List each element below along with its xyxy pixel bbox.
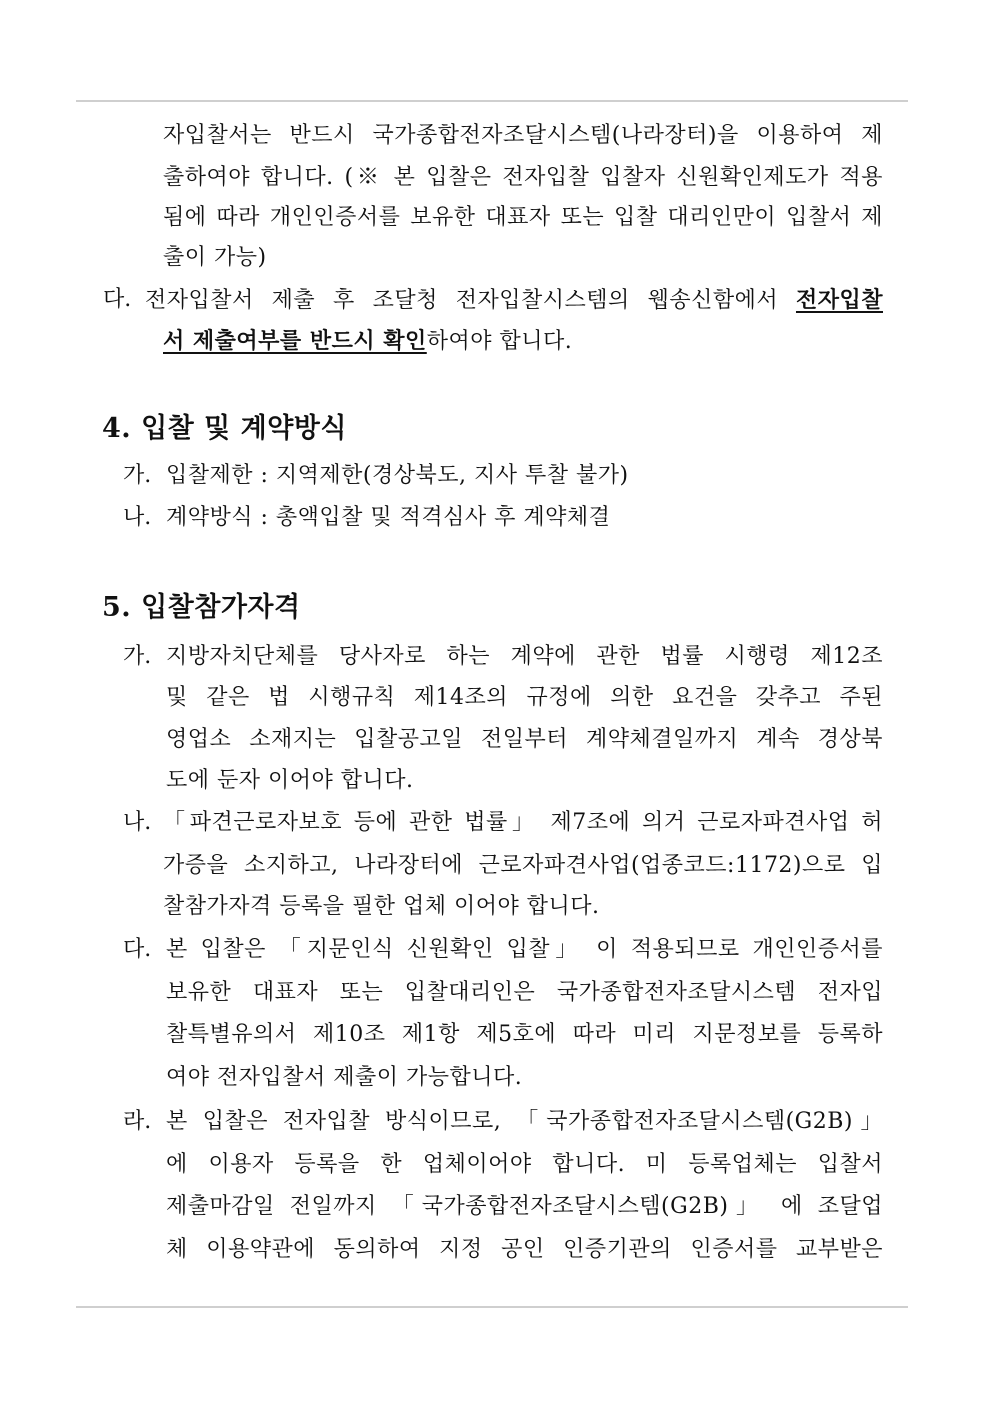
section-5-da-marker: 다. [123, 937, 152, 962]
section-5-da-line-4: 여야 전자입찰서 제출이 가능합니다. [166, 1065, 523, 1090]
continuation-line-2: 출하여야 합니다. (※ 본 입찰은 전자입찰 입찰자 신원확인제도가 적용 [163, 165, 883, 190]
item-da-text-2: 하여야 합니다. [426, 329, 573, 354]
section-5-ga-line-3: 영업소 소재지는 입찰공고일 전일부터 계약체결일까지 계속 경상북 [166, 727, 883, 752]
section-4-item-2-marker: 나. [123, 505, 152, 530]
section-5-ga-line-4: 도에 둔자 이어야 합니다. [166, 768, 414, 793]
section-5-ga-line-1: 지방자치단체를 당사자로 하는 계약에 관한 법률 시행령 제12조 [166, 644, 883, 669]
section-4-item-1-text: 입찰제한 : 지역제한(경상북도, 지사 투찰 불가) [166, 463, 629, 488]
continuation-line-1: 자입찰서는 반드시 국가종합전자조달시스템(나라장터)을 이용하여 제 [163, 123, 883, 148]
item-da-emphasis-1: 전자입찰 [795, 287, 883, 313]
section-5-ra-line-1: 본 입찰은 전자입찰 방식이므로, 「국가종합전자조달시스템(G2B)」 [166, 1109, 883, 1134]
section-5-na-line-1: 「파견근로자보호 등에 관한 법률」 제7조에 의거 근로자파견사업 허 [163, 810, 883, 835]
section-5-ra-line-2: 에 이용자 등록을 한 업체이어야 합니다. 미 등록업체는 입찰서 [166, 1152, 883, 1177]
section-5-ra-line-4: 체 이용약관에 동의하여 지정 공인 인증기관의 인증서를 교부받은 [166, 1237, 883, 1262]
item-da-text: 전자입찰서 제출 후 조달청 전자입찰시스템의 웹송신함에서 [145, 288, 779, 313]
item-da-line-1 [145, 285, 883, 315]
section-5-da-line-2: 보유한 대표자 또는 입찰대리인은 국가종합전자조달시스템 전자입 [166, 980, 883, 1005]
section-5-da-line-3: 찰특별유의서 제10조 제1항 제5호에 따라 미리 지문정보를 등록하 [166, 1022, 883, 1047]
section-5-na-line-2: 가증을 소지하고, 나라장터에 근로자파견사업(업종코드:1172)으로 입 [163, 853, 883, 878]
section-4-heading: 4. 입찰 및 계약방식 [102, 413, 347, 444]
section-4-item-1-marker: 가. [123, 463, 152, 488]
item-da-marker: 다. [103, 287, 132, 312]
section-5-na-line-3: 찰참가자격 등록을 필한 업체 이어야 합니다. [163, 894, 600, 919]
section-5-heading: 5. 입찰참가자격 [102, 592, 301, 623]
page-top-rule [76, 100, 908, 102]
continuation-line-3: 됨에 따라 개인인증서를 보유한 대표자 또는 입찰 대리인만이 입찰서 제 [163, 205, 883, 230]
continuation-line-4: 출이 가능) [163, 245, 267, 270]
section-5-ga-marker: 가. [123, 644, 152, 669]
section-5-na-marker: 나. [123, 810, 152, 835]
section-5-da-line-1: 본 입찰은 「지문인식 신원확인 입찰」 이 적용되므로 개인인증서를 [166, 937, 883, 962]
section-5-ra-marker: 라. [123, 1109, 152, 1134]
page-bottom-rule [76, 1306, 908, 1308]
item-da-emphasis-2: 서 제출여부를 반드시 확인 [163, 328, 427, 354]
section-5-ga-line-2: 및 같은 법 시행규칙 제14조의 규정에 의한 요건을 갖추고 주된 [166, 685, 883, 710]
section-4-item-2-text: 계약방식 : 총액입찰 및 적격심사 후 계약체결 [166, 505, 611, 530]
section-5-ra-line-3: 제출마감일 전일까지 「국가종합전자조달시스템(G2B)」 에 조달업 [166, 1194, 883, 1219]
item-da-line-2 [163, 326, 572, 357]
